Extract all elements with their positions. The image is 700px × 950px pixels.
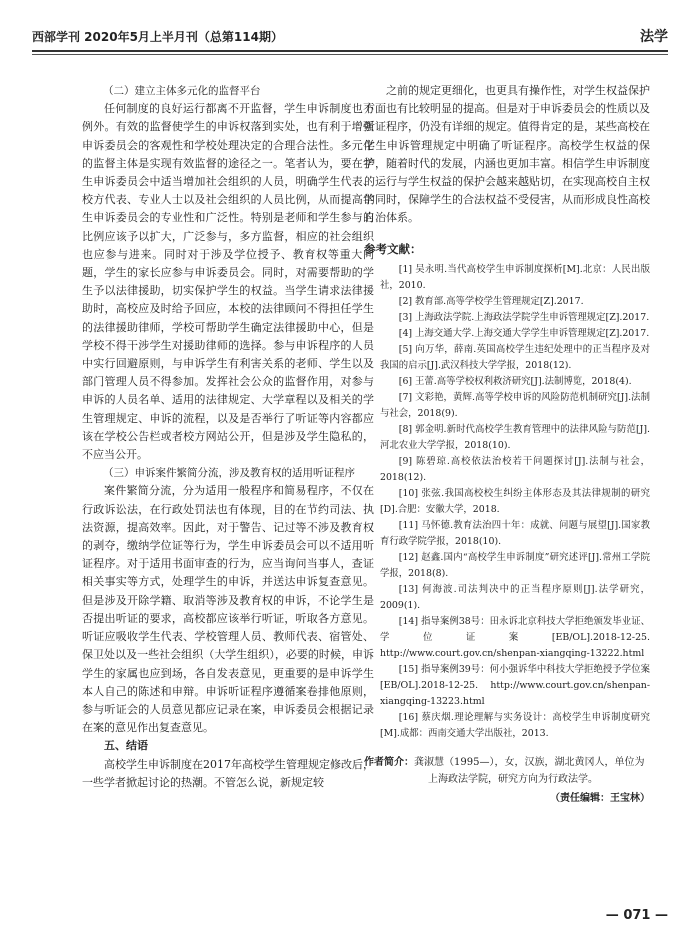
- author-text: 龚淑慧（1995—），女，汉族，湖北黄冈人，单位为上海政法学院，研究方向为行政法学。: [414, 756, 645, 785]
- left-column: [82, 82, 374, 792]
- responsible-editor: （责任编辑：王宝林）: [550, 792, 650, 804]
- section-tag: 法学: [640, 29, 668, 45]
- subsection-heading-2: （二）建立主体多元化的监督平台: [103, 85, 261, 97]
- references-title: 参考文献：: [364, 241, 422, 256]
- reference-item: [9] 陈碧琼.高校依法治校若干问题探讨[J].法制与社会，2018(12).: [380, 455, 650, 483]
- reference-item: [5] 向万华，薛南.英国高校学生违纪处理中的正当程序及对我国的启示[J].武汉科技大学学报，2018(12).: [380, 343, 650, 371]
- reference-item: [14] 指导案例38号：田永诉北京科技大学拒绝颁发毕业证、学位证案[EB/OL].2018-12-25. http://www.court.gov.cn/shenpan-xiangqing-13222.html: [380, 615, 650, 659]
- reference-item: [10] 张弦.我国高校校生纠纷主体形态及其法律规制的研究[D].合肥：安徽大学，2018.: [380, 487, 650, 515]
- reference-item: [15] 指导案例39号：何小强诉华中科技大学拒绝授予学位案[EB/OL].2018-12-25. http://www.court.gov.cn/shenpan-xiangqing-13223.html: [380, 663, 650, 707]
- section-heading-conclusion: 五、结语: [104, 739, 148, 753]
- journal-masthead: 西部学刊 2020年5月上半月刊（总第114期）: [32, 30, 283, 44]
- right-column: [364, 82, 650, 808]
- reference-item: [7] 文彩艳，黄辉.高等学校申诉的风险防范机制研究[J].法制与社会，2018(9).: [380, 391, 650, 419]
- paragraph: 案件繁简分流，分为适用一般程序和简易程序，不仅在行政诉讼法，在行政处罚法也有体现，目的在节约司法、执法资源，提高效率。因此，对于警告、记过等不涉及教育权的剥夺，缴纳学位证等行为，学生申诉委员会可以不适用听证程序。对于适用书面审查的行为，应当询问当事人，查证相关事实等方式，处理学生的申诉，并送达申诉复查意见。但是涉及开除学籍、取消等涉及教育权的申诉，不论学生是否提出听证的要求，高校都应该举行听证，听取各方意见。听证应吸收学生代表、学校管理人员、教师代表、宿管处、保卫处以及一些社会组织（大学生组织），必要的时候，申诉学生的家属也应到场，各自发表意见，更重要的是申诉学生本人自己的陈述和申辩。申诉听证程序遵循案卷排他原则，参与听证会的人员意见都应记录在案，申诉委员会根据记录在案的意见作出复查意见。: [82, 484, 374, 735]
- header-rule-thin: [32, 54, 668, 55]
- reference-item: [8] 郭金明.新时代高校学生教育管理中的法律风险与防范[J].河北农业大学学报，2018(10).: [380, 423, 650, 451]
- references-list: [364, 262, 650, 742]
- reference-item: [6] 王蕾.高等学校权利救济研究[J].法制博览，2018(4).: [398, 375, 632, 387]
- reference-item: [4] 上海交通大学.上海交通大学学生申诉管理规定[Z].2017.: [398, 327, 650, 339]
- subsection-heading-3: （三）申诉案件繁简分流，涉及教育权的适用听证程序: [103, 467, 355, 480]
- paragraph: 之前的规定更细化，也更具有操作性，对学生权益保护方面也有比较明显的提高。但是对于申诉委员会的性质以及听证程序，仍没有详细的规定。值得肯定的是，某些高校在学生申诉管理规定中明确了听证程序。高校学生权益的保护，随着时代的发展，内涵也更加丰富。相信学生申诉制度的运行与学生权益的保护会越来越贴切，在实现高校自主权的同时，保障学生的合法权益不受侵害，从而形成良性高校自治体系。: [364, 84, 650, 225]
- paragraph: 任何制度的良好运行都离不开监督，学生申诉制度也不例外。有效的监督使学生的申诉权落到实处，也有利于增强申诉委员会的客观性和学校处理决定的合理合法性。多元化的监督主体是实现有效监督的途径之一。笔者认为，要在学生申诉委员会中适当增加社会组织的人员，明确学生代表、校方代表、专业人士以及社会组织的人员比例，从而提高学生申诉委员会的专业性和广泛性。特别是老师和学生参与的比例应该予以扩大，广泛参与，多方监督，相应的社会组织也应参与进来。同时对于涉及学位授予、教育权等重大问题，学生的家长应参与申诉委员会。同时，对需要帮助的学生予以法律援助，切实保护学生的权益。当学生请求法律援助时，高校应及时给予回应，本校的法律顾问不得担任学生的法律援助律师，学校可帮助学生确定法律援助中心，但是学校不得干涉学生对援助律师的选择。参与申诉程序的人员中实行回避原则，与申诉学生有利害关系的老师、学生以及部门管理人员不得参加。发挥社会公众的监督作用，对参与申诉的人员名单、适用的法律规定、大学章程以及相关的学生管理规定、申诉的流程，以及是否举行了听证等内容都应该在学校公告栏或者校方网站公开，但是涉及学生隐私的，不应当公开。: [82, 102, 374, 462]
- reference-item: [1] 吴永明.当代高校学生申诉制度探析[M].北京：人民出版社，2010.: [380, 263, 650, 291]
- reference-item: [16] 蔡庆烟.理论理解与实务设计：高校学生申诉制度研究[M].成都：西南交通大学出版社，2013.: [380, 711, 650, 739]
- paragraph: 高校学生申诉制度在2017年高校学生管理规定修改后，一些学者掀起讨论的热潮。不管怎么说，新规定较: [82, 757, 374, 789]
- reference-item: [3] 上海政法学院.上海政法学院学生申诉管理规定[Z].2017.: [398, 311, 650, 323]
- reference-item: [13] 何海波.司法判决中的正当程序原则[J].法学研究，2009(1).: [380, 583, 650, 611]
- author-bio: [364, 754, 650, 788]
- reference-item: [11] 马怀德.教育法治四十年：成就、问题与展望[J].国家教育行政学院学报，2018(10).: [380, 519, 650, 547]
- reference-item: [2] 教育部.高等学校学生管理规定[Z].2017.: [398, 295, 584, 307]
- author-label: 作者简介：: [364, 756, 414, 768]
- header-rule: [32, 50, 668, 52]
- page-header: [32, 26, 668, 48]
- reference-item: [12] 赵鑫.国内“高校学生申诉制度”研究述评[J].常州工学院学报，2018(8).: [380, 551, 650, 579]
- page-number: — 071 —: [605, 908, 668, 923]
